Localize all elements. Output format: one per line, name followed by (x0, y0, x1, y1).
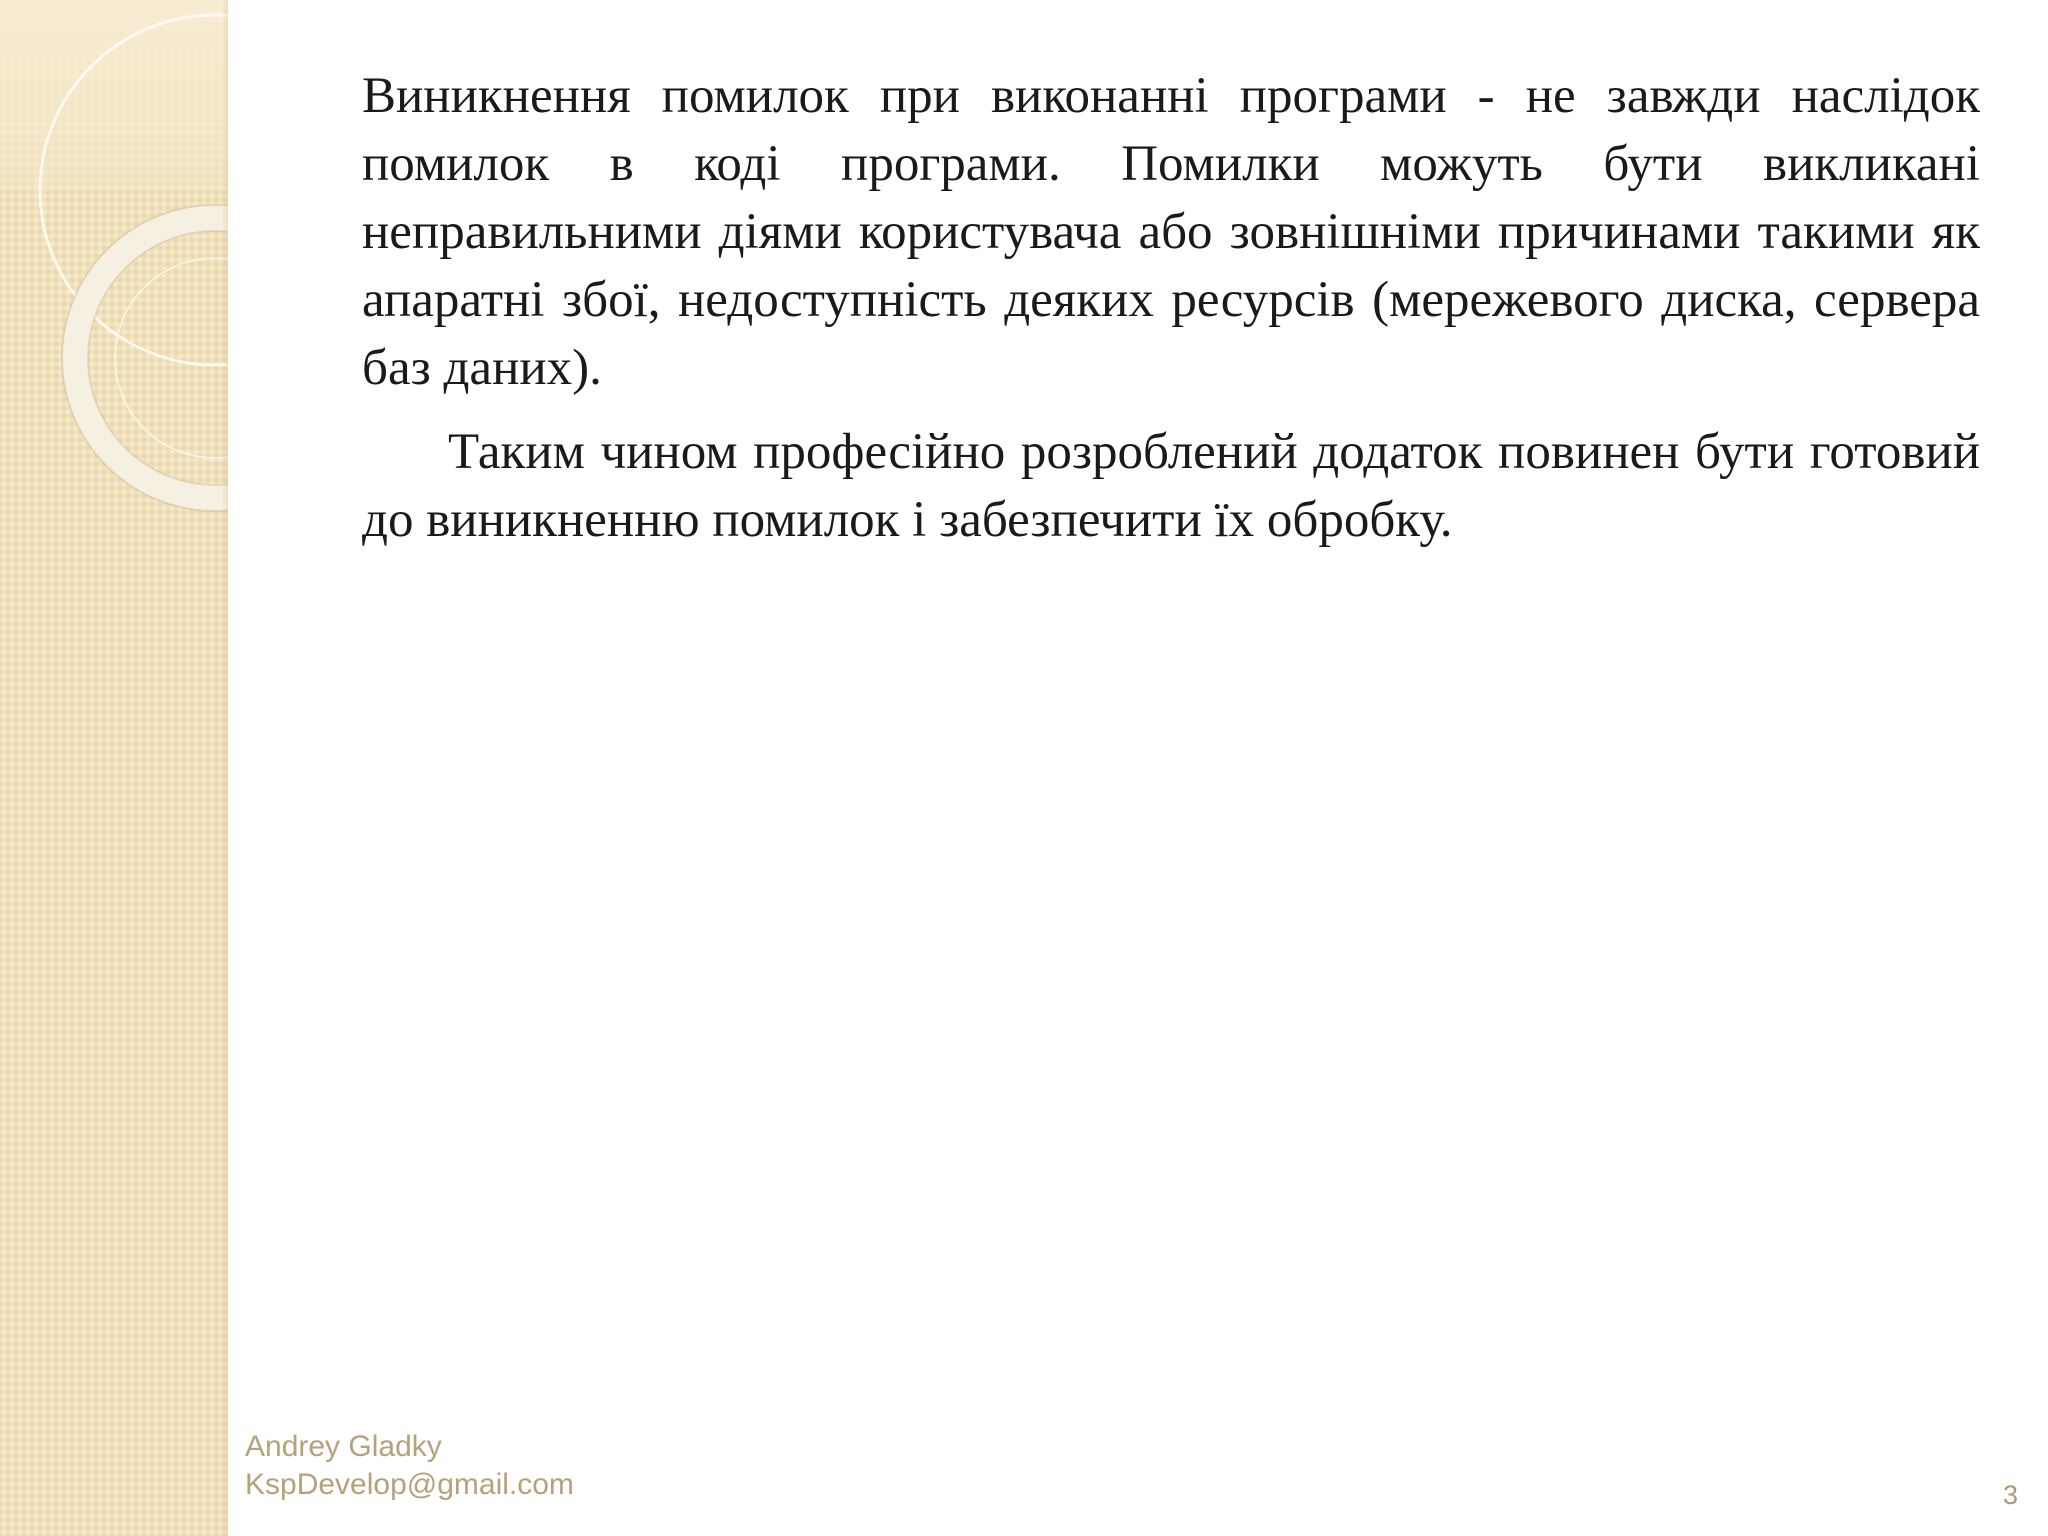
body-paragraph-2: Таким чином професійно розроблений додаток повинен бути готовий до виникненню помилок і забезпечити їх обробку. (362, 424, 1980, 548)
footer (245, 1428, 574, 1504)
rings-ornament (0, 0, 228, 540)
body-paragraph-1: Виникнення помилок при виконанні програми - не завжди наслідок помилок в коді програми. Помилки можуть бути викликані неправильними діями користувача або зовнішніми причинами такими як апаратні збої, недоступність деяких ресурсів (мережевого диска, сервера баз даних). (362, 68, 1980, 396)
sidebar-decoration (0, 0, 228, 1536)
sidebar-edge (222, 0, 228, 1536)
footer-email: KspDevelop@gmail.com (245, 1468, 574, 1501)
page-number: 3 (2002, 1480, 2018, 1510)
slide-body (362, 62, 1980, 554)
footer-author-name: Andrey Gladky (245, 1430, 442, 1463)
